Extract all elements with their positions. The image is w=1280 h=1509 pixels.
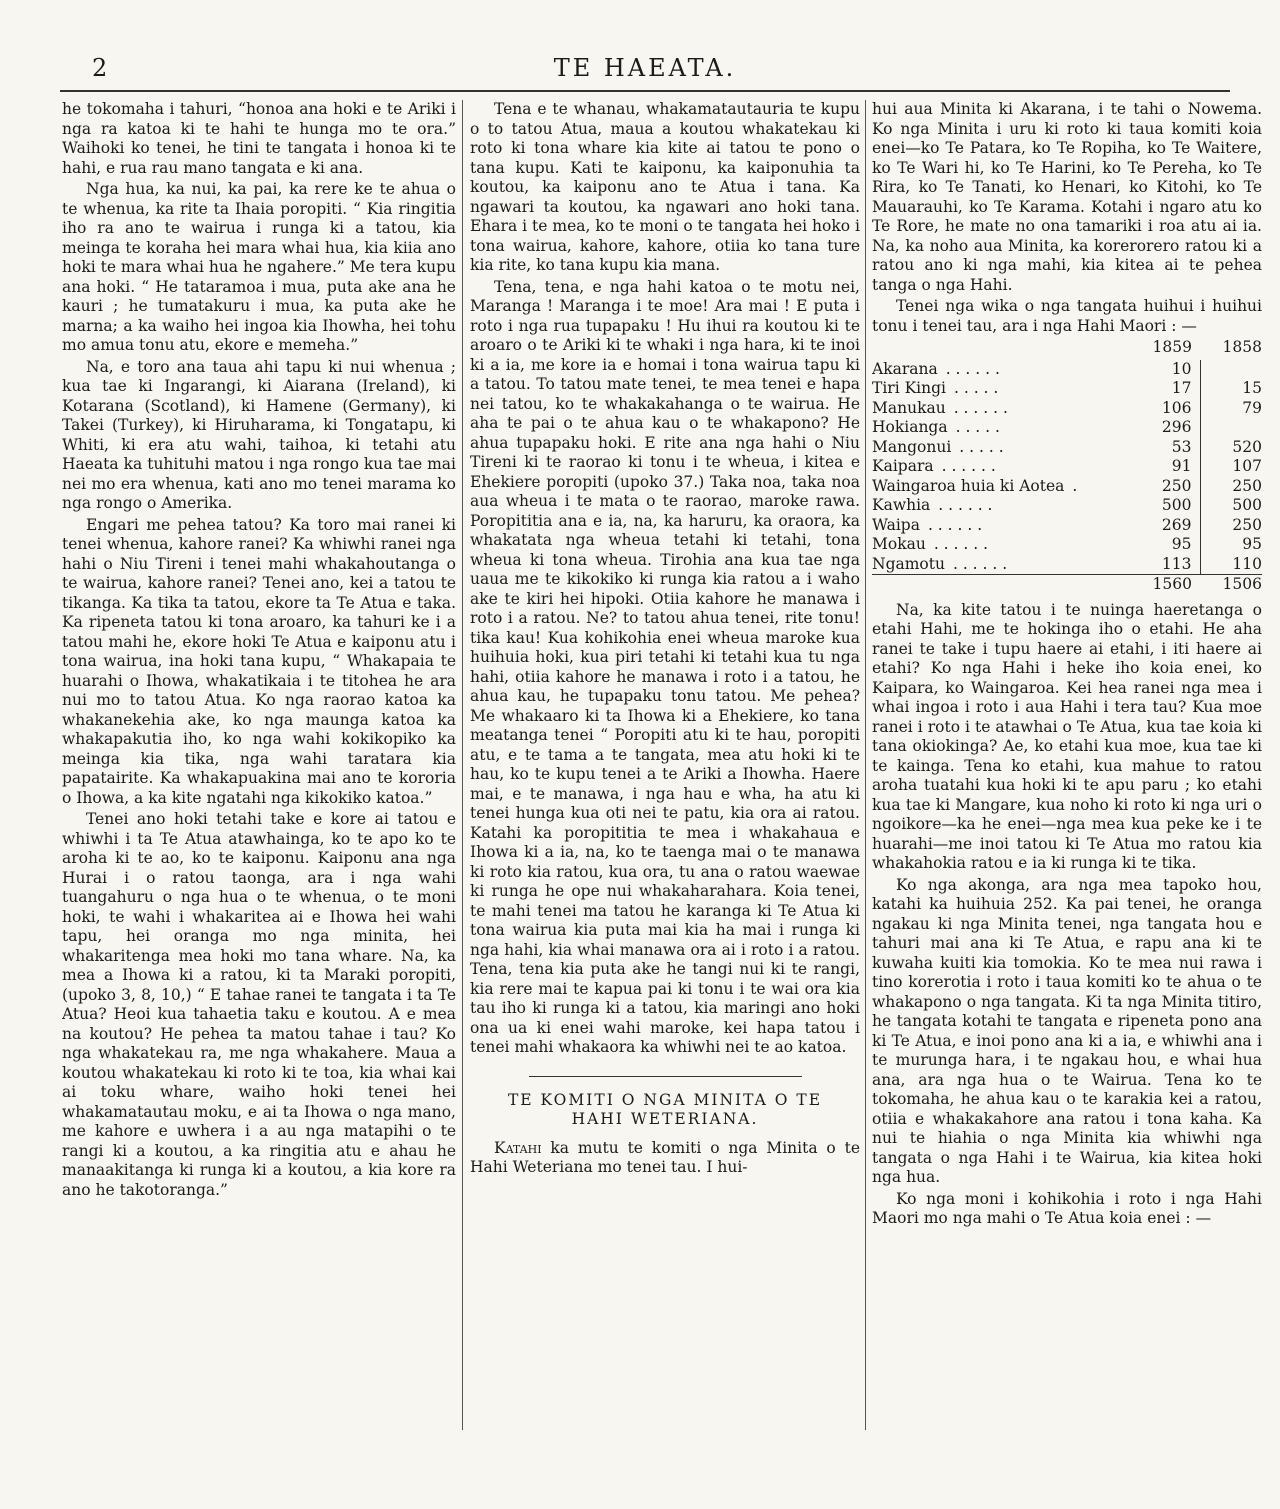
- leader-dots: . . . . . .: [927, 515, 983, 534]
- section-heading-line: TE KOMITI O NGA MINITA O TE: [507, 1090, 823, 1109]
- page-header: [60, 48, 1230, 88]
- table-row: [872, 477, 1262, 497]
- count-1859: 10: [1142, 360, 1200, 380]
- year-1858-header: 1858: [1222, 338, 1262, 356]
- church-name: Waingaroa huia ki Aotea: [872, 476, 1065, 495]
- leader-dots: . . . . . .: [945, 359, 1000, 378]
- church-name: Akarana: [872, 359, 938, 378]
- count-1858: [1200, 360, 1262, 380]
- count-1858: 250: [1232, 476, 1262, 495]
- paragraph: Tenei ano hoki tetahi take e kore ai tatou e whiwhi i ta Te Atua atawhainga, ko te apo ko te aroha ki te ao, ko te kaiponu. Kaiponu ana nga Hurai i o ratou taonga, ara i nga wahi tuangahuru o nga hua o te whenua, o te moni hoki, te wahi i whakaritea ai e Ihowa hei wahi tapu, hei oranga mo nga minita, hei whakaritenga mea hoki mo tana whare. Na, ka mea a Ihowa ki a ratou, ki ta Maraki poropiti, (upoko 3, 8, 10,) “ E tahae ranei te tangata i ta Te Atua? Heoi kua tahaetia taku e koutou. A e mea na koutou? He pehea ta matou tahae i tau? Ko nga whakatekau ra, me nga whakahere. Maua a koutou whakatekau ki roto ki te toa, kia whai kai ai toku whare, waiho hoki tenei hei whakamatautau moku, e ai ta Ihowa o nga mano, me kahore e uwhera i a au nga matapihi o te rangi ki a koutou, a ka ringitia atu e ahau he manaakitanga ki runga ki a koutou, a kia kore ra ano he takotoranga.”: [62, 810, 456, 1199]
- table-row: [872, 555, 1262, 575]
- count-1858: 79: [1242, 398, 1262, 417]
- table-row: [872, 496, 1262, 516]
- column-divider-2: [865, 100, 866, 1430]
- table-row: [872, 379, 1262, 399]
- count-1859: 95: [1142, 535, 1200, 555]
- count-1858: [1200, 418, 1262, 438]
- leader-dots: . . . . .: [955, 418, 1000, 436]
- count-1859: 106: [1142, 399, 1200, 419]
- page-number: 2: [92, 54, 108, 82]
- membership-table: [872, 338, 1262, 595]
- count-1859: 269: [1142, 516, 1200, 536]
- table-row: [872, 535, 1262, 555]
- count-1859: 53: [1142, 438, 1200, 458]
- paragraph: Engari me pehea tatou? Ka toro mai ranei ki tenei whenua, kahore ranei? Ka whiwhi ranei nga hahi o Niu Tireni i tenei mahi whakahoutanga o te wairua, kahore ranei? Tenei ano, kei a tatou te tikanga. Ka tika ta tatou, ekore ta Te Atua e taka. Ka ripeneta tatou ki tona aroaro, ka tahuri ke i a tatou mahi he, ekore hoki Te Atua e kaiponu atu i tona wairua, ina hoki tana kupu, “ Whakapaia te huarahi o Ihowa, whakatikaia i te titohea he ara nui mo to tatou Atua. Ko nga raorao katoa ka whakanekehia ake, ko nga maunga katoa ka whakapakutia iho, ko nga wahi kokikopiko ka meinga kia tika, nga wahi taratara kia papatairite. Ka whakapuakina mai ano te kororia o Ihowa, a ka kite ngatahi nga kikokiko katoa.”: [62, 515, 456, 807]
- count-1859: 250: [1142, 477, 1200, 497]
- count-1859: 91: [1142, 457, 1200, 477]
- church-name: Ngamotu: [872, 554, 945, 573]
- table-row: [872, 418, 1262, 438]
- count-1858: 250: [1232, 515, 1262, 534]
- paragraph: Na, e toro ana taua ahi tapu ki nui whenua ; kua tae ki Ingarangi, ki Aiarana (Ireland), ki Kotarana (Scotland), ki Hamene (Germany), ki Takei (Turkey), ki Hiruharama, ki Tongatapu, ki Whiti, ki era atu wahi, taihoa, ki tetahi atu Haeata ka tuhituhi matou i nga rongo kua tae mai nei mo era whenua, kati ano mo tenei marama ko nga rongo o Amerika.: [62, 357, 456, 512]
- count-1859: 17: [1142, 379, 1200, 399]
- paragraph: he tokomaha i tahuri, “honoa ana hoki e te Ariki i nga ra katoa ki te hahi te hunga mo te ora.” Waihoki ko tenei, he tini te tangata i honoa ki te hahi, e rua rau mano tangata e ki ana.: [62, 100, 456, 177]
- paragraph: Nga hua, ka nui, ka pai, ka rere ke te ahua o te whenua, ka rite ta Ihaia poropiti. “ Kia ringitia iho ra ano te wairua i runga ki a tatou, kia meinga te koraha hei mara whai hua, kia kiia ano hoki te mara whai hua he ngahere.” Me tera kupu ana hoki. “ He tataramoa i mua, puta ake ana he kauri ; he tumatakuru i mua, ka puta ake he marna; a ka waiho hei ingoa kia Ihowha, hei tohu mo amua tonu atu, ekore e memeha.”: [62, 180, 456, 354]
- church-name: Waipa: [872, 515, 920, 534]
- column-3: [872, 100, 1262, 1480]
- table-row: [872, 360, 1262, 380]
- table-row: [872, 399, 1262, 419]
- paragraph: Ko nga moni i kohikohia i roto i nga Hahi Maori mo nga mahi o Te Atua koia enei : —: [872, 1189, 1262, 1227]
- paragraph: Na, ka kite tatou i te nuinga haeretanga o etahi Hahi, me te hokinga iho o etahi. He aha ranei te take i tupu haere ai etahi, i iti haere ai etahi? Ko nga Hahi i heke iho koia enei, ko Kaipara, ko Waingaroa. Kei hea ranei nga mea i whai ingoa i roto i aua Hahi i tera tau? Kua moe ranei i roto i te atawhai o Te Atua, kua tae koia ki tana okiokinga? Ae, ko etahi kua moe, kua tae ki te kainga. Tena ko etahi, kua mahue to ratou aroha tuatahi kua hoki ki te apu paru ; ko etahi kua tae ki Mangare, kua noho ki roto ki nga uri o ngoikore—ka he enei—nga mea kua peke ke i te huarahi—me inoi tatou ki Te Atua mo ratou kia whakahokia ratou e ia ki runga ki te tika.: [872, 600, 1262, 872]
- year-1859-header: 1859: [1152, 338, 1192, 356]
- church-name: Kawhia: [872, 496, 931, 514]
- leader-dots: . . . . . .: [953, 398, 1008, 417]
- church-name: Mokau: [872, 535, 926, 553]
- table-row: [872, 516, 1262, 536]
- paragraph: Tena e te whanau, whakamatautauria te kupu o to tatou Atua, maua a koutou whakatekau ki roto ki tona whare kia kite ai tatou te pono o tana kupu. Kati te kaiponu, ka kaiponuhia ta koutou, ka kaiponu ano te Atua i tana. Ka ngawari ta koutou, ka ngawari ano hoki tana. Ehara i te mea, ko te moni o te tangata hei hoko i tona wairua, kahore, kahore, otiia ko tana ture kia rite, ko tana kupu kia mana.: [470, 100, 860, 274]
- leader-dots: . . . . . .: [952, 554, 1008, 573]
- count-1858: 520: [1232, 437, 1262, 456]
- paragraph: Ko nga akonga, ara nga mea tapoko hou, katahi ka huihuia 252. Ka pai tenei, he oranga ngakau ki nga Minita tenei, nga tangata hou e tahuri mai ana ki Te Atua, e rapu ana ki te kuwaha kuiti kia tomokia. Ko te mea nui rawa i tino korerotia i roto i taua komiti ko te ahua o te whakapono o nga tangata. Ki ta nga Minita titiro, he tangata kotahi te tangata e ripeneta pono ana ki Te Atua, e inoi pono ana ki a ia, e whiwhi ana i te murunga hara, i te ngakau hou, e whai hua ana, ara nga hua o te Wairua. Tena ko te tokomaha, he ahua kau o te karakia kei a ratou, otiia e whakakahore ana ratou i tona kaha. Ka nui te hiahia o nga Minita kia whiwhi nga tangata o nga Hahi i te Wairua, kia kitea hoki nga hua.: [872, 875, 1262, 1186]
- section-rule: [529, 1076, 802, 1077]
- church-name: Mangonui: [872, 437, 952, 456]
- paragraph: Tena, tena, e nga hahi katoa o te motu nei, Maranga ! Maranga i te moe! Ara mai ! E puta i roto i nga rua tupapaku ! Hu ihui ra koutou ki te aroaro o te Ariki ki te whaki i nga hara, ki te inoi ki a ia, me kore ia e homai i tona wairua tapu ki a tatou. To tatou mate tenei, te mea tenei e hapa nei tatou, ko te whakakahanga o te wairua. He aha te pai o te ahua kau o te whakapono? He ahua tupapaku hoki. E rite ana nga hahi o Niu Tireni ki te raorao ki tonu i te wheua, i kitea e Ehekiere poropiti (upoko 37.) Taka noa, taka noa aua wheua i te mata o te raorao, maroke rawa. Poropititia ana e ia, na, ka haruru, ka oraora, ka whakatata nga wheua tetahi ki tetahi, tona wheua ki tona wheua. Tirohia ana kua tae nga uaua me te kikokiko ki runga kia ratou a i waho ake te kiri hei hipoki. Otiia kahore he manawa i roto i a ratou. Ne? to tatou ahua tenei, rite tonu! tika kau! Kua kohikohia enei wheua maroke kua huihuia hoki, kua piri tetahi ki tetahi kua tu nga hahi, otiia kahore he manawa i roto i a tatou, he ahua kau, he tupapaku tonu tatou. Me pehea? Me whakaaro ki ta Ihowa ki a Ehekiere, ko tana meatanga tenei “ Poropiti atu ki te hau, poropiti atu, e te tama a te tangata, mea atu hoki ki te hau, ko te kupu tenei a te Ariki a Ihowha. Haere mai, e te manawa, i nga hau e wha, ha atu ki tenei hunga kua oti nei te patu, kia ora ai ratou. Katahi ka poropititia te mea i whakahaua e Ihowa ki a ia, na, ko te taenga mai o te manawa ki roto kia ratou, kua ora, tu ana o ratou waewae ki runga he ope nui whakaharahara. Koia tenei, te mahi tenei ma tatou he karanga ki Te Atua ki tona wairua kia puta mai kia ha mai i runga ki nga hahi, kia whai manawa ora ai i roto i a ratou. Tena, tena kia puta ake he tangi nui ki te rangi, kia rere mai te kapua pai ki tonu i te wai ora kia tau iho ki runga ki a tatou, kia maringi ano hoki ona ua ki enei wahi maroke, kei hapa tatou i tenei mahi whakaora ka whiwhi nei te ao katoa.: [470, 277, 860, 1056]
- count-1858: 15: [1242, 379, 1262, 397]
- section-heading: [470, 1091, 860, 1129]
- table-row: [872, 457, 1262, 477]
- table-row: [872, 438, 1262, 458]
- church-name: Tiri Kingi: [872, 379, 946, 397]
- total-1858: 1506: [1200, 575, 1262, 595]
- section-lead-paragraph: [470, 1139, 860, 1178]
- count-1858: 500: [1232, 496, 1262, 514]
- leader-dots: .: [1072, 476, 1078, 495]
- section-heading-line: HAHI WETERIANA.: [571, 1109, 759, 1128]
- table-header-row: [872, 338, 1262, 360]
- header-rule: [60, 90, 1230, 92]
- church-name: Kaipara: [872, 457, 934, 475]
- paragraph: hui aua Minita ki Akarana, i te tahi o Nowema. Ko nga Minita i uru ki roto ki taua komiti koia enei—ko Te Patara, ko Te Ropiha, ko Te Waitere, ko Te Wari hi, ko Te Harini, ko Te Pereha, ko Te Rira, ko Te Tanati, ko Henari, ko Kitohi, ko Te Mauarauhi, ko Te Karama. Kotahi i ngaro atu ko Te Rore, he mate no ona tamariki i roa atu ai ia. Na, ka noho aua Minita, ka korerorero ratou ki a ratou ano ki nga mahi, kia kitea ai te pehea tanga o nga Hahi.: [872, 100, 1262, 294]
- count-1858: 107: [1232, 457, 1262, 475]
- count-1859: 296: [1142, 418, 1200, 438]
- count-1859: 500: [1142, 496, 1200, 516]
- lead-text: ka mutu te komiti o nga Minita o te Hahi Weteriana mo tenei tau. I hui-: [470, 1138, 860, 1176]
- leader-dots: . . . . .: [959, 437, 1004, 456]
- count-1858: 110: [1232, 554, 1262, 573]
- newspaper-title: TE HAEATA.: [553, 54, 737, 82]
- church-name: Manukau: [872, 398, 946, 417]
- total-1859: 1560: [1142, 575, 1200, 595]
- leader-dots: . . . . . .: [941, 457, 996, 475]
- leader-dots: . . . . . .: [933, 535, 989, 553]
- column-divider-1: [462, 100, 463, 1430]
- leader-dots: . . . . . .: [938, 496, 993, 514]
- column-1: [62, 100, 456, 1480]
- count-1858: 95: [1242, 535, 1262, 553]
- leader-dots: . . . . .: [954, 379, 999, 397]
- table-intro: Tenei nga wika o nga tangata huihui i huihui tonu i tenei tau, ara i nga Hahi Maori : —: [872, 297, 1262, 335]
- count-1859: 113: [1142, 555, 1200, 575]
- church-name: Hokianga: [872, 418, 948, 436]
- table-total-row: [872, 575, 1262, 595]
- lead-word: Katahi: [494, 1138, 542, 1157]
- column-2: [470, 100, 860, 1480]
